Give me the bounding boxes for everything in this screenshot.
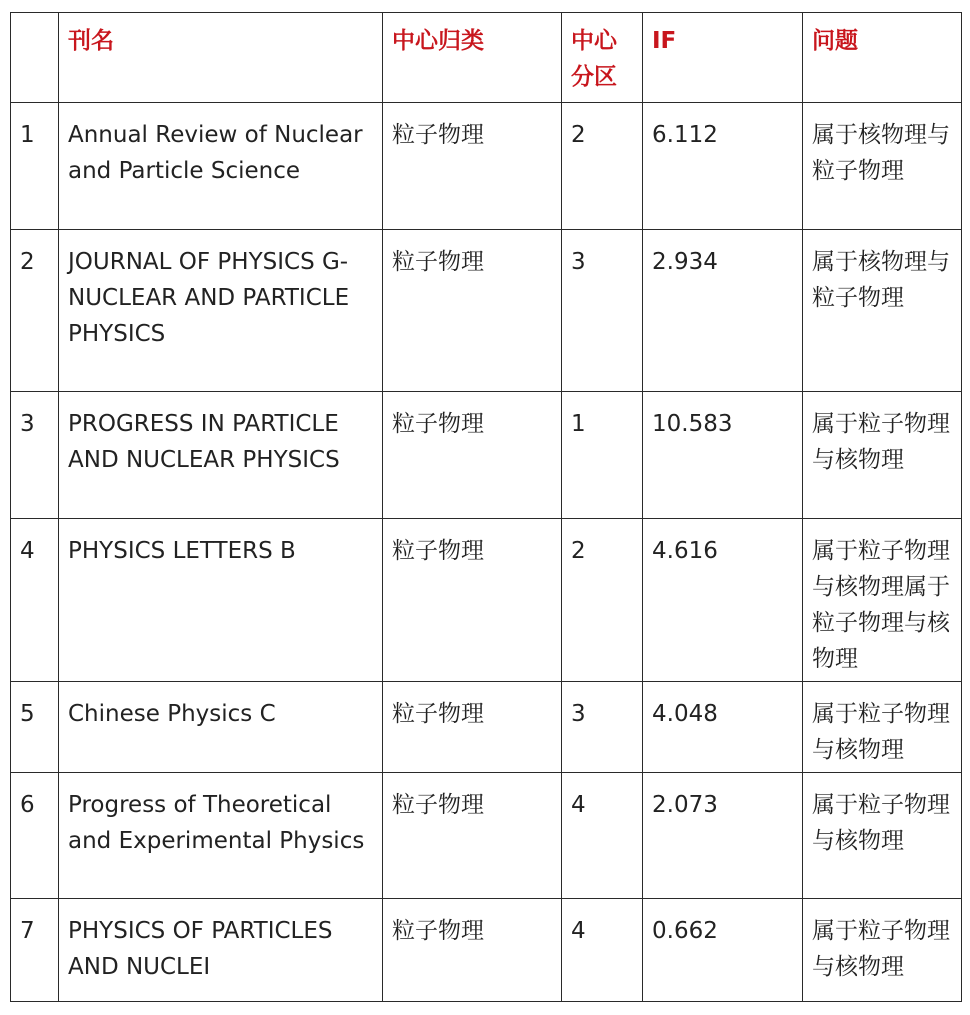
cell-category: 粒子物理 [383,682,562,773]
cell-journal: Annual Review of Nuclear and Particle Science [59,103,383,230]
cell-zone: 3 [562,682,643,773]
journal-table [10,12,962,1002]
header-index [11,13,59,103]
cell-zone: 4 [562,899,643,1002]
cell-zone: 2 [562,519,643,682]
cell-journal: JOURNAL OF PHYSICS G-NUCLEAR AND PARTICLE PHYSICS [59,230,383,392]
cell-category: 粒子物理 [383,230,562,392]
table-row [11,773,962,899]
cell-category: 粒子物理 [383,899,562,1002]
cell-zone: 3 [562,230,643,392]
cell-index: 3 [11,392,59,519]
cell-journal: Chinese Physics C [59,682,383,773]
header-zone: 中心分区 [562,13,643,103]
cell-if: 2.934 [643,230,803,392]
header-issue: 问题 [803,13,962,103]
cell-issue: 属于粒子物理与核物理 [803,899,962,1002]
cell-issue: 属于粒子物理与核物理 [803,773,962,899]
header-if: IF [643,13,803,103]
cell-issue: 属于核物理与粒子物理 [803,230,962,392]
table-row [11,682,962,773]
cell-if: 6.112 [643,103,803,230]
cell-issue: 属于粒子物理与核物理 [803,682,962,773]
table-row [11,392,962,519]
cell-journal: PHYSICS OF PARTICLES AND NUCLEI [59,899,383,1002]
cell-journal: PROGRESS IN PARTICLE AND NUCLEAR PHYSICS [59,392,383,519]
cell-if: 0.662 [643,899,803,1002]
table-row [11,103,962,230]
cell-index: 6 [11,773,59,899]
cell-if: 4.048 [643,682,803,773]
cell-zone: 2 [562,103,643,230]
cell-if: 4.616 [643,519,803,682]
cell-index: 2 [11,230,59,392]
cell-index: 1 [11,103,59,230]
cell-index: 5 [11,682,59,773]
cell-journal: PHYSICS LETTERS B [59,519,383,682]
header-row [11,13,962,103]
cell-issue: 属于粒子物理与核物理 [803,392,962,519]
cell-issue: 属于粒子物理与核物理属于粒子物理与核物理 [803,519,962,682]
cell-zone: 1 [562,392,643,519]
cell-category: 粒子物理 [383,773,562,899]
cell-category: 粒子物理 [383,519,562,682]
cell-if: 10.583 [643,392,803,519]
cell-category: 粒子物理 [383,103,562,230]
cell-category: 粒子物理 [383,392,562,519]
cell-index: 4 [11,519,59,682]
table-row [11,519,962,682]
table-row [11,230,962,392]
cell-zone: 4 [562,773,643,899]
header-journal: 刊名 [59,13,383,103]
header-category: 中心归类 [383,13,562,103]
cell-issue: 属于核物理与粒子物理 [803,103,962,230]
cell-index: 7 [11,899,59,1002]
cell-journal: Progress of Theoretical and Experimental Physics [59,773,383,899]
cell-if: 2.073 [643,773,803,899]
table-row [11,899,962,1002]
